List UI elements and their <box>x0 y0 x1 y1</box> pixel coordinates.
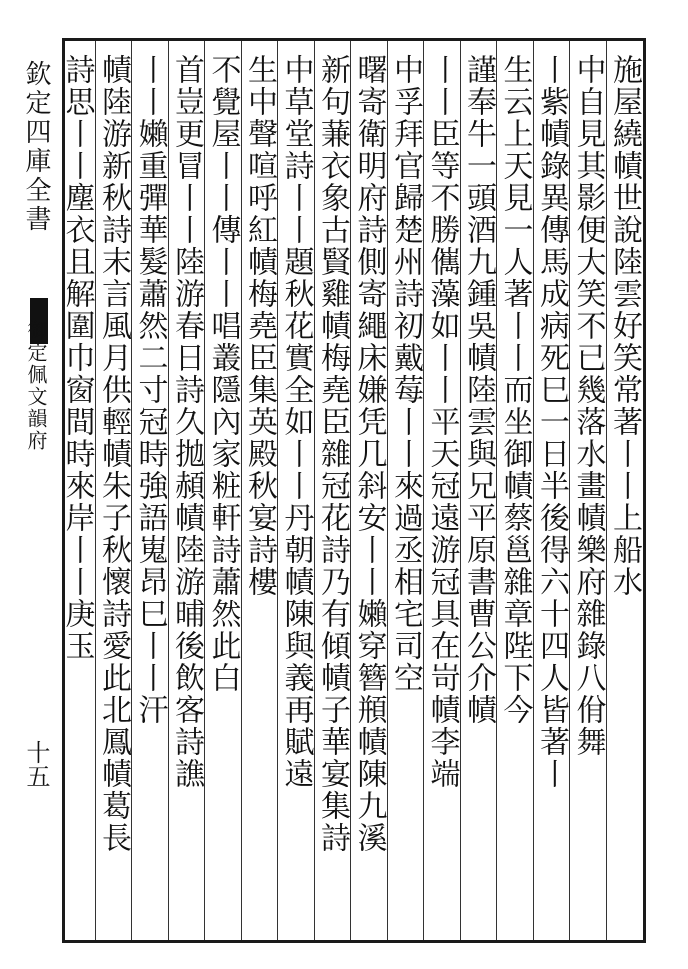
text-column: 丨紫幘錄異傳馬成病死巳一日半後得六十四人皆著丨 <box>534 54 569 790</box>
text-column: 謹奉牛一頭酒九鍾吳幘陸雲與兄平原書曹公介幘 <box>461 54 496 726</box>
text-column: 中孚拜官歸楚州詩初戴莓丨丨來過丞相宅司空 <box>388 54 423 694</box>
text-column: 生中聲喧呼紅幘梅堯臣集英殿秋宴詩樓 <box>242 54 277 598</box>
text-column: 生云上天見一人著丨丨而坐御幘蔡邕雜章陛下今 <box>497 54 533 726</box>
text-column: 丨丨臣等不勝㒞藻如丨丨平天冠遠游冠具在岢幘李端 <box>424 54 460 790</box>
margin-folio-number: 十五 <box>22 740 50 788</box>
margin-work-title: 御定佩文韻府 <box>24 320 48 452</box>
text-column: 中自見其影便大笑不已幾落水畫幘樂府雜錄八佾舞 <box>570 54 606 758</box>
text-column: 丨丨嬾重彈華髮蕭然二寸冠時強語嵬昂巳丨丨汗 <box>132 54 168 726</box>
text-column: 詩思丨丨塵衣且解圍巾窗間時來岸丨丨庚玉 <box>59 54 95 662</box>
text-column: 幘陸游新秋詩末言風月供輕幘朱子秋懷詩愛此北鳳幘葛長 <box>96 54 131 854</box>
text-column: 曙寄衛明府詩側寄繩床嫌凭几斜安丨丨嬾穿簪頩幘陳九溪 <box>351 54 387 854</box>
text-column: 不覺屋丨丨傳丨丨唱叢隱內家粧軒詩蕭然此白 <box>205 54 241 694</box>
text-column: 施屋繞幘世說陸雲好笑常著丨丨上船水 <box>607 54 642 598</box>
text-column: 中草堂詩丨丨題秋花實全如丨丨丹朝幘陳與義再賦遠 <box>278 54 314 790</box>
margin-book-title: 欽定四庫全書 <box>21 60 51 234</box>
text-column: 新句蒹衣象古賢雞幘梅堯臣雜冠花詩乃有傾幘子華宴集詩 <box>315 54 350 854</box>
text-column: 首豈更冒丨丨陸游春日詩久拋頳幘陸游晡後飲客詩譙 <box>169 54 204 790</box>
